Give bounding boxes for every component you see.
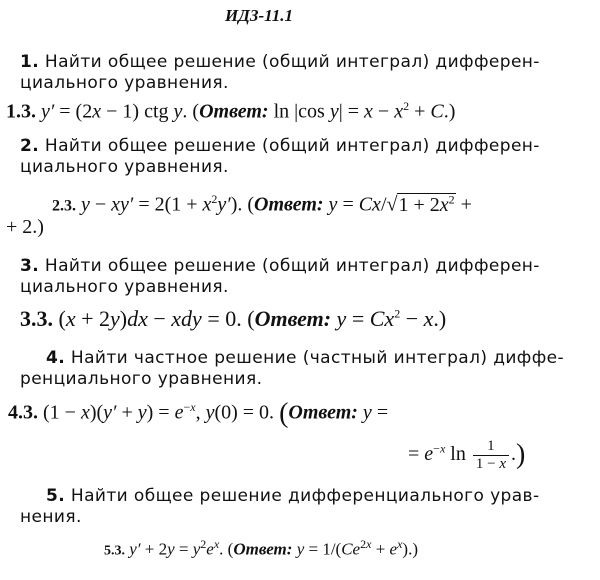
task-5-text (46, 486, 540, 506)
task-5-number: 5. (46, 486, 66, 506)
task-1-text (20, 52, 540, 72)
task-1-variant: 1.3. (6, 100, 36, 123)
task-4-number: 4. (46, 348, 66, 368)
task-2-number: 2. (20, 136, 40, 156)
task-1-line1: Найти общее решение (общий интеграл) дифферен- (44, 52, 540, 72)
task-3-text (20, 256, 540, 276)
task-3-variant: 3.3. (20, 306, 53, 331)
task-2-equation-cont: + 2.) (6, 216, 44, 238)
task-5-equation: 5.3. $y' + 2y = y^2e^x$. (Ответ: $y = 1/(Ce^{2x} + e^x)$.) (104, 537, 418, 559)
task-2-line2: циального уравнения. (20, 157, 229, 177)
task-3-line2: циального уравнения. (20, 277, 229, 297)
page-title: ИДЗ-11.1 (225, 6, 293, 25)
task-5-line1: Найти общее решение дифференциального урав- (70, 486, 540, 506)
task-4-line1: Найти частное решение (частный интеграл) диффе- (70, 348, 565, 368)
task-2-answer-label: Ответ: (254, 193, 324, 216)
task-2-variant: 2.3. (52, 197, 76, 215)
task-4-variant: 4.3. (8, 401, 38, 424)
task-3-line1: Найти общее решение (общий интеграл) дифферен- (44, 256, 540, 276)
task-2-text (20, 136, 540, 156)
task-4-text (46, 348, 564, 368)
task-5-line2: нения. (20, 507, 82, 527)
task-3-number: 3. (20, 256, 40, 276)
task-5-variant: 5.3. (104, 543, 125, 559)
task-4-equation: 4.3. $(1 - x)(y' + y) = e^{-x}$, y(0) = 0. (Ответ: y = (8, 397, 389, 429)
task-3-answer-label: Ответ: (254, 306, 332, 331)
task-2-line1: Найти общее решение (общий интеграл) дифферен- (44, 136, 540, 156)
task-1-equation: 1.3. y′ = (2x − 1) ctg y. (Ответ: ln |cos $y| = x - x^2 + C$.) (6, 99, 456, 123)
task-1-line2: циального уравнения. (20, 73, 229, 93)
task-4-answer-label: Ответ: (288, 401, 358, 424)
task-4-equation-cont: = $e^{-x}$ ln $\frac{1}{1 - x}$ .) (408, 438, 526, 472)
task-5-answer-label: Ответ: (233, 539, 293, 559)
task-4-line2: ренциального уравнения. (20, 369, 263, 389)
task-2-equation: 2.3. $y - xy' = 2(1 + x^2y')$. (Ответ: $y = Cx/√1 + 2x^2$ + (52, 192, 472, 216)
task-3-equation: 3.3. (x + 2y)dx − xdy = 0. (Ответ: $y = Cx^2 - x$.) (20, 306, 447, 331)
task-1-answer-label: Ответ: (199, 100, 269, 123)
task-1-number: 1. (20, 52, 40, 72)
